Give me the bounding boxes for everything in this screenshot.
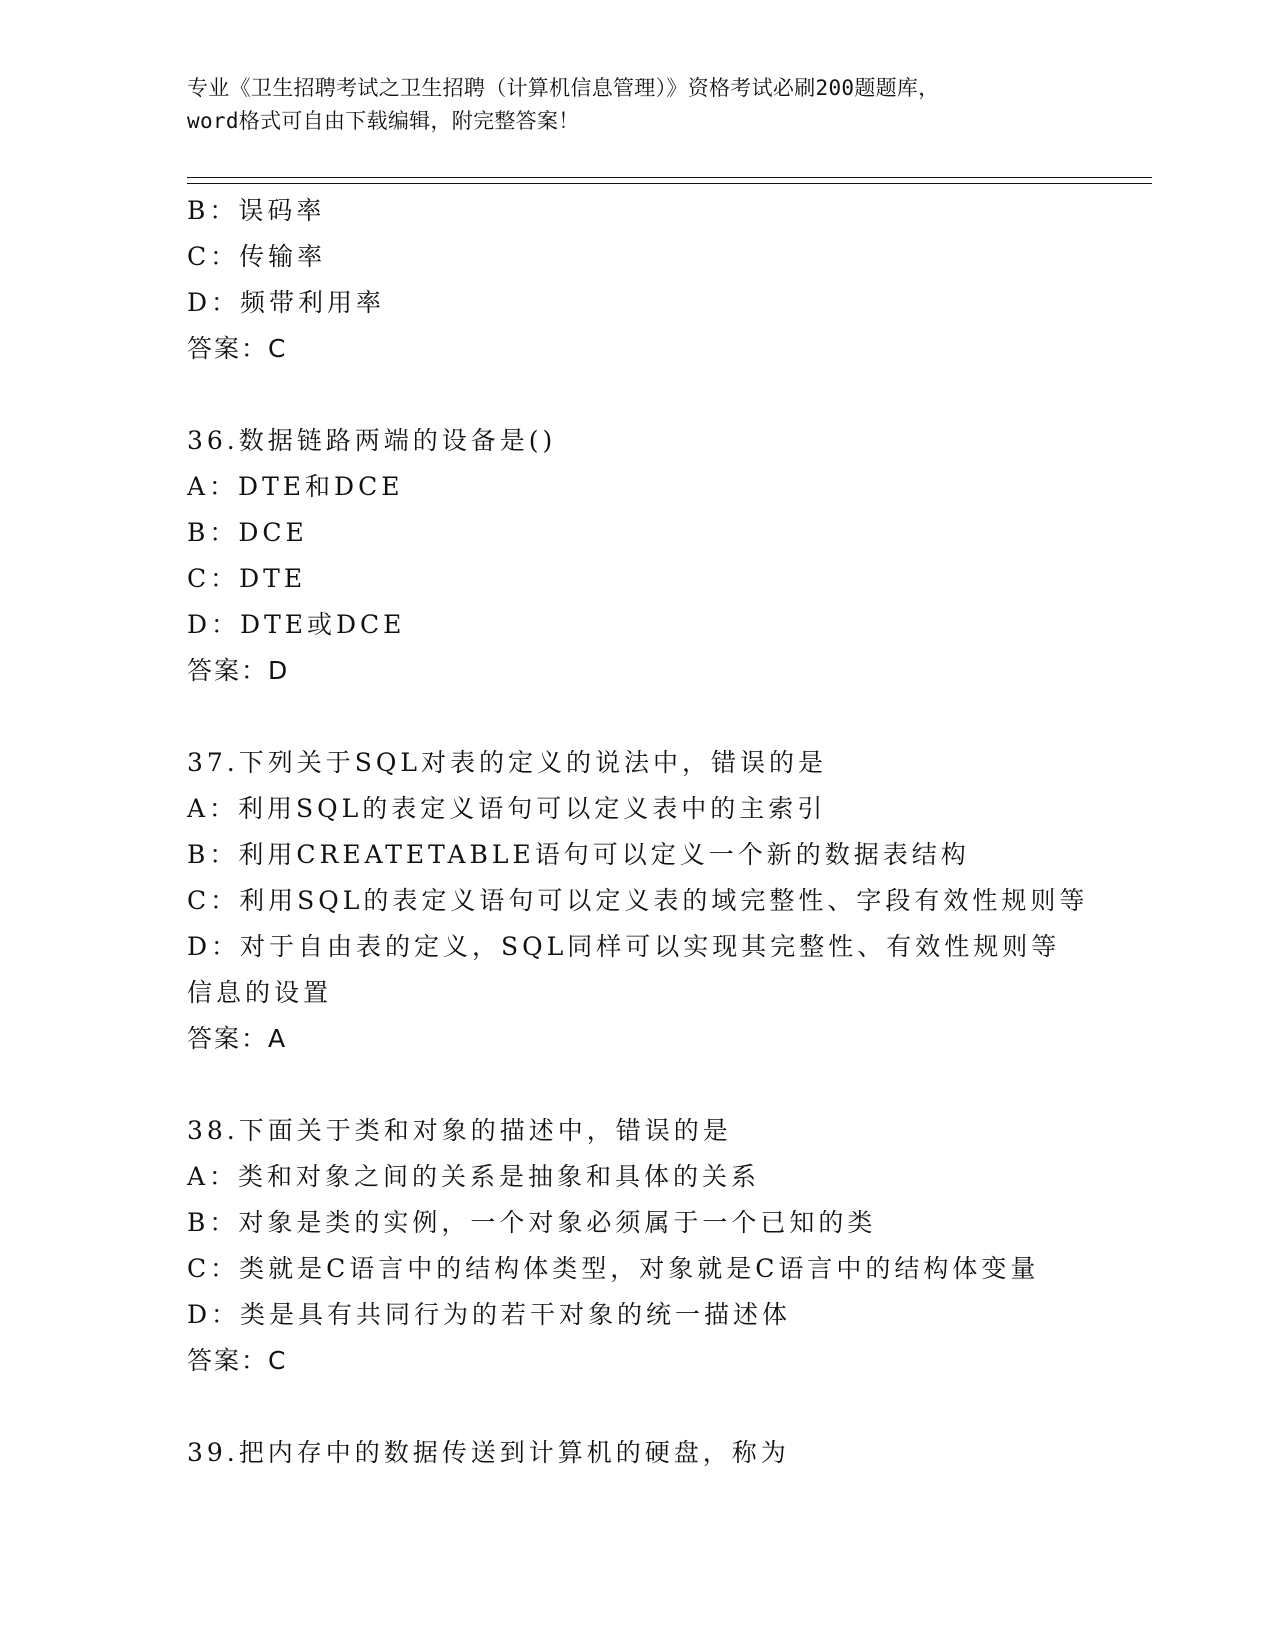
answer-line: 答案：D [187,656,290,685]
option-d: D：频带利用率 [187,288,386,317]
option-b: B：误码率 [187,196,326,225]
answer-line: 答案：A [187,1024,288,1053]
question-list [187,188,1087,1476]
option-c: C：DTE [187,564,307,593]
question-39 [187,1430,1087,1476]
question-stem: 36.数据链路两端的设备是() [187,426,557,455]
question-35-continued [187,188,1087,372]
option-b: B：DCE [187,518,308,547]
option-a: A：利用SQL的表定义语句可以定义表中的主索引 [187,794,827,823]
question-38 [187,1108,1087,1384]
option-c: C：利用SQL的表定义语句可以定义表的域完整性、字段有效性规则等 [187,886,1089,915]
question-stem: 38.下面关于类和对象的描述中，错误的是 [187,1116,732,1145]
header-divider-bottom [187,183,1152,184]
answer-line: 答案：C [187,334,288,363]
header-divider-top [187,177,1152,178]
answer-line: 答案：C [187,1346,288,1375]
option-d: D：类是具有共同行为的若干对象的统一描述体 [187,1300,792,1329]
option-d: D：对于自由表的定义，SQL同样可以实现其完整性、有效性规则等信息的设置 [187,932,1061,1007]
header-title-line-2: word格式可自由下载编辑，附完整答案！ [187,109,580,133]
question-37 [187,740,1087,1062]
option-c: C：传输率 [187,242,327,271]
option-a: A：DTE和DCE [187,472,404,501]
question-36 [187,418,1087,694]
question-stem: 39.把内存中的数据传送到计算机的硬盘，称为 [187,1438,790,1467]
document-header [187,72,1087,138]
option-c: C：类就是C语言中的结构体类型，对象就是C语言中的结构体变量 [187,1254,1040,1283]
question-stem: 37.下列关于SQL对表的定义的说法中，错误的是 [187,748,827,777]
option-b: B：对象是类的实例，一个对象必须属于一个已知的类 [187,1208,877,1237]
option-d: D：DTE或DCE [187,610,406,639]
header-title-line-1: 专业《卫生招聘考试之卫生招聘（计算机信息管理）》资格考试必刷200题题库， [187,76,940,100]
option-a: A：类和对象之间的关系是抽象和具体的关系 [187,1162,761,1191]
option-b: B：利用CREATETABLE语句可以定义一个新的数据表结构 [187,840,970,869]
